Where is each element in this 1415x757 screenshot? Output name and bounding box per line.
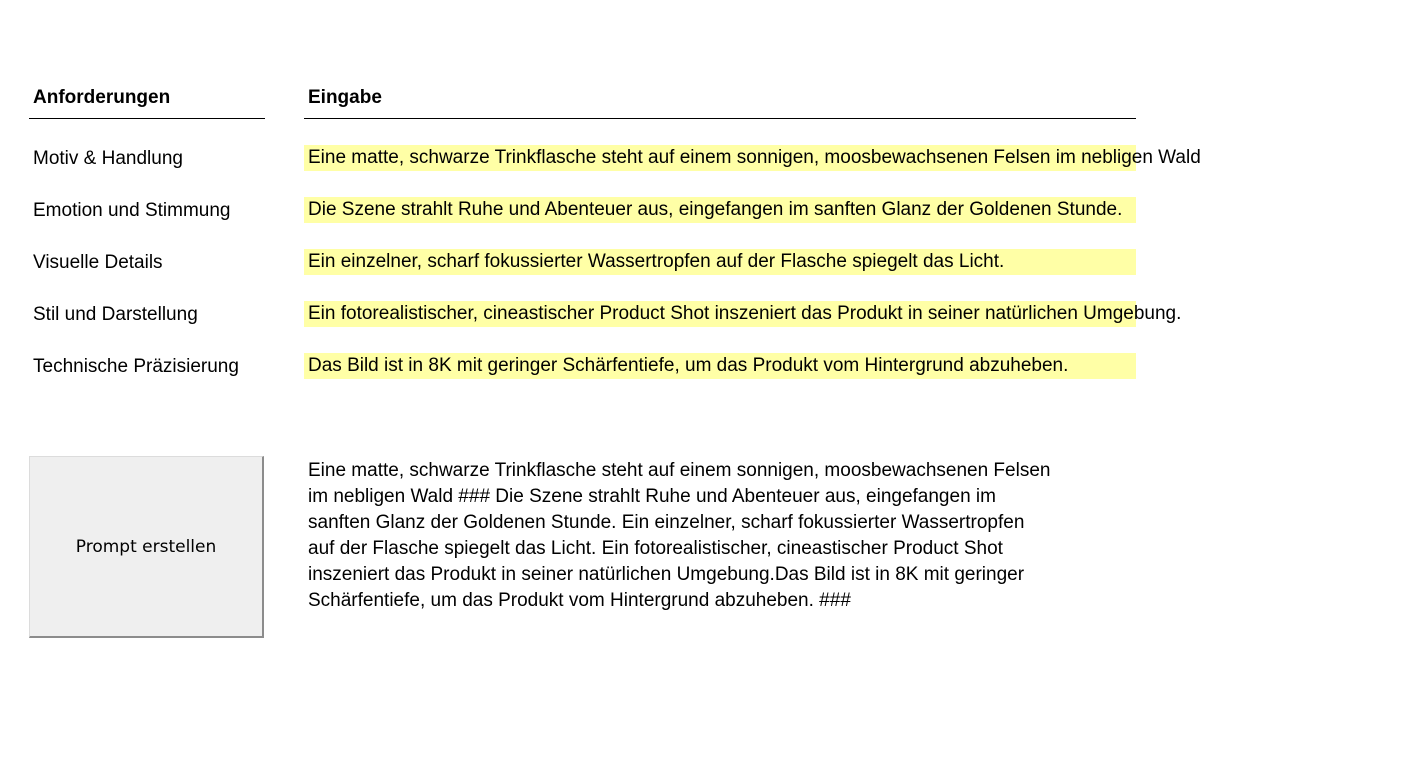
prompt-output: [308, 458, 1138, 614]
prompt-output-line: Schärfentiefe, um das Produkt vom Hintergrund abzuheben. ###: [308, 590, 851, 611]
row-input-motiv[interactable]: [304, 145, 1201, 171]
prompt-output-line: inszeniert das Produkt in seiner natürlichen Umgebung.Das Bild ist in 8K mit geringer: [308, 564, 1025, 585]
row-label-style: Stil und Darstellung: [33, 304, 198, 325]
prompt-output-line: Eine matte, schwarze Trinkflasche steht auf einem sonnigen, moosbewachsenen Felsen: [308, 460, 1051, 481]
row-input-text: Die Szene strahlt Ruhe und Abenteuer aus, eingefangen im sanften Glanz der Goldenen Stunde.: [308, 199, 1123, 220]
prompt-output-line: im nebligen Wald ### Die Szene strahlt Ruhe und Abenteuer aus, eingefangen im: [308, 486, 996, 507]
create-prompt-label: Prompt erstellen: [75, 536, 217, 557]
row-input-text: Ein einzelner, scharf fokussierter Wassertropfen auf der Flasche spiegelt das Licht.: [308, 251, 1005, 272]
header-input: Eingabe: [304, 87, 1136, 119]
row-label-motiv: Motiv & Handlung: [33, 148, 183, 169]
row-input-style[interactable]: [304, 301, 1181, 327]
prompt-output-line: auf der Flasche spiegelt das Licht. Ein fotorealistischer, cineastischer Product Shot: [308, 538, 1003, 559]
row-input-text: Ein fotorealistischer, cineastischer Product Shot inszeniert das Produkt in seiner natürlichen Umgebung.: [308, 303, 1182, 324]
row-input-text: Das Bild ist in 8K mit geringer Schärfentiefe, um das Produkt vom Hintergrund abzuheben.: [308, 355, 1069, 376]
header-requirements: Anforderungen: [29, 87, 265, 119]
prompt-output-line: sanften Glanz der Goldenen Stunde. Ein einzelner, scharf fokussierter Wassertropfen: [308, 512, 1025, 533]
row-label-technical: Technische Präzisierung: [33, 356, 239, 377]
row-input-text: Eine matte, schwarze Trinkflasche steht auf einem sonnigen, moosbewachsenen Felsen im nebligen Wald: [308, 147, 1201, 168]
row-label-visual: Visuelle Details: [33, 252, 163, 273]
row-label-emotion: Emotion und Stimmung: [33, 200, 231, 221]
row-input-visual[interactable]: [304, 249, 1004, 275]
create-prompt-button[interactable]: [29, 456, 264, 638]
row-input-technical[interactable]: [304, 353, 1068, 379]
row-input-emotion[interactable]: [304, 197, 1122, 223]
